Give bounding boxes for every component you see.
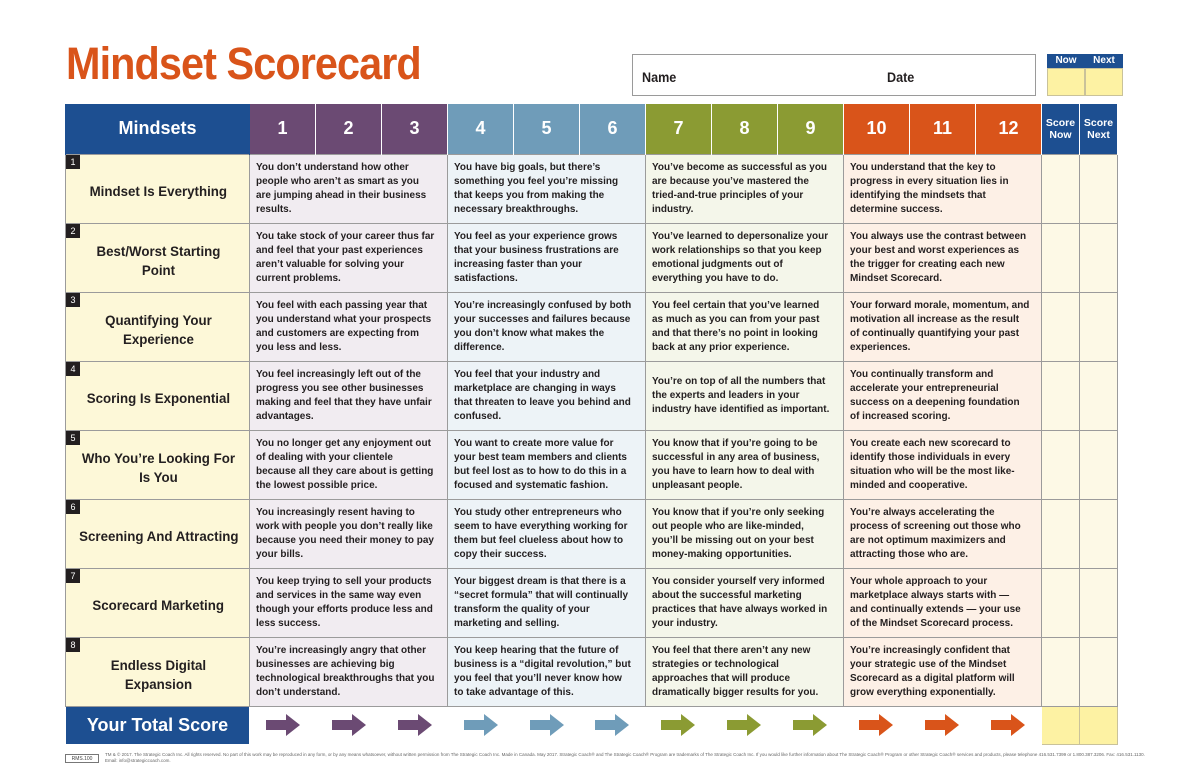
mindset-number: 2: [66, 224, 80, 238]
mindset-name: Scorecard Marketing: [92, 597, 225, 613]
col-header-8: 8: [712, 104, 778, 154]
col-header-1: 1: [250, 104, 316, 154]
right-arrow-icon: [530, 714, 564, 736]
mindset-cell: [66, 430, 250, 499]
score-now-cell[interactable]: [1042, 568, 1080, 637]
name-label: Name: [642, 69, 677, 85]
mindset-name: Screening And Attracting: [78, 528, 239, 544]
level-10-12-description[interactable]: You’re always accelerating the process of screening out those who are not optimum maximizers and attracting those who are.: [844, 499, 1042, 568]
level-4-6-description[interactable]: You keep hearing that the future of business is a “digital revolution,” but you feel that you’ll never know how to take advantage of this.: [448, 637, 646, 706]
mindset-number: 1: [66, 155, 80, 169]
score-now-cell[interactable]: [1042, 154, 1080, 223]
level-4-6-description[interactable]: You want to create more value for your best team members and clients but feel lost as to how to do this in a focused and systematic fashion.: [448, 430, 646, 499]
mindset-name: Best/Worst Starting Point: [96, 242, 221, 278]
right-arrow-icon: [464, 714, 498, 736]
total-score-now-cell[interactable]: [1042, 706, 1080, 744]
level-7-9-description[interactable]: You feel that there aren’t any new strategies or technological approaches that will produce dramatically bigger results for you.: [646, 637, 844, 706]
score-next-cell[interactable]: [1080, 292, 1118, 361]
level-4-6-description[interactable]: You have big goals, but there’s something you feel you’re missing that keeps you from making the necessary breakthroughs.: [448, 154, 646, 223]
level-7-9-description[interactable]: You’ve become as successful as you are because you’ve mastered the tried-and-true principles of your industry.: [646, 154, 844, 223]
mindset-cell: [66, 568, 250, 637]
mindset-number: 8: [66, 638, 80, 652]
total-score-next-cell[interactable]: [1080, 706, 1118, 744]
header-row: [66, 104, 1118, 154]
level-7-9-description[interactable]: You know that if you’re going to be successful in any area of business, you have to learn how to deal with unpleasant people.: [646, 430, 844, 499]
col-header-4: 4: [448, 104, 514, 154]
date-label: Date: [887, 69, 915, 85]
name-date-box: [632, 54, 1036, 96]
col-header-5: 5: [514, 104, 580, 154]
arrow-strip: [250, 706, 1042, 744]
mindset-row-7: [66, 568, 1118, 637]
col-header-3: 3: [382, 104, 448, 154]
level-1-3-description[interactable]: You feel increasingly left out of the progress you see other businesses making and feel that they have unfair advantages.: [250, 361, 448, 430]
level-1-3-description[interactable]: You feel with each passing year that you understand what your prospects and customers are expecting from you less and less.: [250, 292, 448, 361]
score-next-cell[interactable]: [1080, 568, 1118, 637]
score-now-cell[interactable]: [1042, 361, 1080, 430]
mindset-number: 7: [66, 569, 80, 583]
level-7-9-description[interactable]: You feel certain that you’ve learned as much as you can from your past and that there’s no point in looking back at any prior experience.: [646, 292, 844, 361]
col-header-9: 9: [778, 104, 844, 154]
mindset-row-6: [66, 499, 1118, 568]
mindset-number: 6: [66, 500, 80, 514]
now-header: Now: [1047, 54, 1085, 68]
mindset-row-5: [66, 430, 1118, 499]
score-next-cell[interactable]: [1080, 430, 1118, 499]
mindset-number: 4: [66, 362, 80, 376]
mindset-cell: [66, 499, 250, 568]
score-next-cell[interactable]: [1080, 637, 1118, 706]
col-header-12: 12: [976, 104, 1042, 154]
footer: [65, 752, 1147, 766]
right-arrow-icon: [332, 714, 366, 736]
score-now-cell[interactable]: [1042, 499, 1080, 568]
level-1-3-description[interactable]: You keep trying to sell your products and services in the same way even though your efforts produce less and less success.: [250, 568, 448, 637]
form-code: RMS.100: [65, 754, 99, 763]
level-10-12-description[interactable]: You understand that the key to progress in every situation lies in identifying the mindsets that determine success.: [844, 154, 1042, 223]
col-header-11: 11: [910, 104, 976, 154]
level-1-3-description[interactable]: You take stock of your career thus far and feel that your past experiences aren’t valuable for solving your current problems.: [250, 223, 448, 292]
mindsets-header: Mindsets: [66, 104, 250, 154]
mindset-name: Who You’re Looking For Is You: [81, 449, 236, 485]
score-now-cell[interactable]: [1042, 637, 1080, 706]
level-4-6-description[interactable]: You’re increasingly confused by both your successes and failures because you don’t know what makes the difference.: [448, 292, 646, 361]
level-4-6-description[interactable]: You feel that your industry and marketplace are changing in ways that threaten to leave you behind and confused.: [448, 361, 646, 430]
mindset-cell: [66, 292, 250, 361]
col-header-10: 10: [844, 104, 910, 154]
mindset-number: 3: [66, 293, 80, 307]
score-now-cell[interactable]: [1042, 292, 1080, 361]
right-arrow-icon: [991, 714, 1025, 736]
mindset-number: 5: [66, 431, 80, 445]
score-now-header: Score Now: [1042, 104, 1080, 154]
page-title: Mindset Scorecard: [66, 38, 421, 89]
score-next-cell[interactable]: [1080, 499, 1118, 568]
level-10-12-description[interactable]: You always use the contrast between your best and worst experiences as the trigger for creating each new Mindset Scorecard.: [844, 223, 1042, 292]
level-7-9-description[interactable]: You know that if you’re only seeking out people who are like-minded, you’ll be missing out on your best money-making opportunities.: [646, 499, 844, 568]
right-arrow-icon: [398, 714, 432, 736]
level-10-12-description[interactable]: You’re increasingly confident that your strategic use of the Mindset Scorecard as a digital platform will grow everything exponentially.: [844, 637, 1042, 706]
right-arrow-icon: [727, 714, 761, 736]
level-1-3-description[interactable]: You don’t understand how other people who aren’t as smart as you are jumping ahead in their business results.: [250, 154, 448, 223]
mindset-name: Scoring Is Exponential: [86, 390, 231, 406]
right-arrow-icon: [859, 714, 893, 736]
score-next-header: Score Next: [1080, 104, 1118, 154]
mindset-cell: [66, 361, 250, 430]
mindset-cell: [66, 223, 250, 292]
mindset-cell: [66, 637, 250, 706]
mindset-row-2: [66, 223, 1118, 292]
right-arrow-icon: [925, 714, 959, 736]
col-header-7: 7: [646, 104, 712, 154]
score-next-cell[interactable]: [1080, 361, 1118, 430]
score-next-cell[interactable]: [1080, 223, 1118, 292]
level-1-3-description[interactable]: You increasingly resent having to work with people you don’t really like because you need their money to pay your bills.: [250, 499, 448, 568]
mindset-cell: [66, 154, 250, 223]
now-input-cell[interactable]: [1047, 68, 1085, 96]
mindset-name: Mindset Is Everything: [89, 183, 228, 199]
right-arrow-icon: [793, 714, 827, 736]
level-4-6-description[interactable]: You feel as your experience grows that your business frustrations are increasing faster than your satisfactions.: [448, 223, 646, 292]
mindset-name: Endless Digital Expansion: [110, 656, 207, 692]
level-10-12-description[interactable]: You create each new scorecard to identify those individuals in every situation who will be the most like-minded and cooperative.: [844, 430, 1042, 499]
mindset-row-4: [66, 361, 1118, 430]
level-7-9-description[interactable]: You’re on top of all the numbers that the experts and leaders in your industry have identified as important.: [646, 361, 844, 430]
level-7-9-description[interactable]: You’ve learned to depersonalize your work relationships so that you keep emotional judgments out of everything you have to do.: [646, 223, 844, 292]
mindset-row-8: [66, 637, 1118, 706]
mindset-name: Quantifying Your Experience: [105, 311, 212, 347]
mindset-row-3: [66, 292, 1118, 361]
score-now-cell[interactable]: [1042, 223, 1080, 292]
level-10-12-description[interactable]: You continually transform and accelerate your entrepreneurial success on a deepening foundation of increased scoring.: [844, 361, 1042, 430]
next-header: Next: [1085, 54, 1123, 68]
right-arrow-icon: [266, 714, 300, 736]
right-arrow-icon: [661, 714, 695, 736]
level-7-9-description[interactable]: You consider yourself very informed about the successful marketing practices that have always worked in your industry.: [646, 568, 844, 637]
level-1-3-description[interactable]: You no longer get any enjoyment out of dealing with your clientele because all they care about is getting the lowest possible price.: [250, 430, 448, 499]
col-header-2: 2: [316, 104, 382, 154]
mindset-row-1: [66, 154, 1118, 223]
level-10-12-description[interactable]: Your forward morale, momentum, and motivation all increase as the result of continually quantifying your past experiences.: [844, 292, 1042, 361]
score-now-cell[interactable]: [1042, 430, 1080, 499]
level-4-6-description[interactable]: Your biggest dream is that there is a “secret formula” that will continually transform the quality of your marketing and selling.: [448, 568, 646, 637]
level-1-3-description[interactable]: You’re increasingly angry that other businesses are achieving big technological breakthroughs that you don’t understand.: [250, 637, 448, 706]
level-4-6-description[interactable]: You study other entrepreneurs who seem to have everything working for them but feel clueless about how to copy their success.: [448, 499, 646, 568]
col-header-6: 6: [580, 104, 646, 154]
copyright-text: TM & © 2017. The Strategic Coach Inc. All rights reserved. No part of this work may be reproduced in any form, or by any means whatsoever, without written permission from The Strategic Coach Inc. Made in Canada. May 2017. Strategic Coach® and The Strategic Coach® Program are trademarks of The Strategic Coach Inc. If you would like further information about The Strategic Coach® Program or other Strategic Coach® services and products, please telephone 416.531.7399 or 1.800.387.3206. Fax: 416.531.1130. Email: info@strategiccoach.com.: [105, 752, 1145, 763]
total-score-row: [66, 706, 1118, 744]
total-score-label: Your Total Score: [66, 706, 250, 744]
score-next-cell[interactable]: [1080, 154, 1118, 223]
right-arrow-icon: [595, 714, 629, 736]
next-input-cell[interactable]: [1085, 68, 1123, 96]
scorecard-table: [65, 104, 1118, 745]
level-10-12-description[interactable]: Your whole approach to your marketplace always starts with — and continually extends — your use of the Mindset Scorecard process.: [844, 568, 1042, 637]
